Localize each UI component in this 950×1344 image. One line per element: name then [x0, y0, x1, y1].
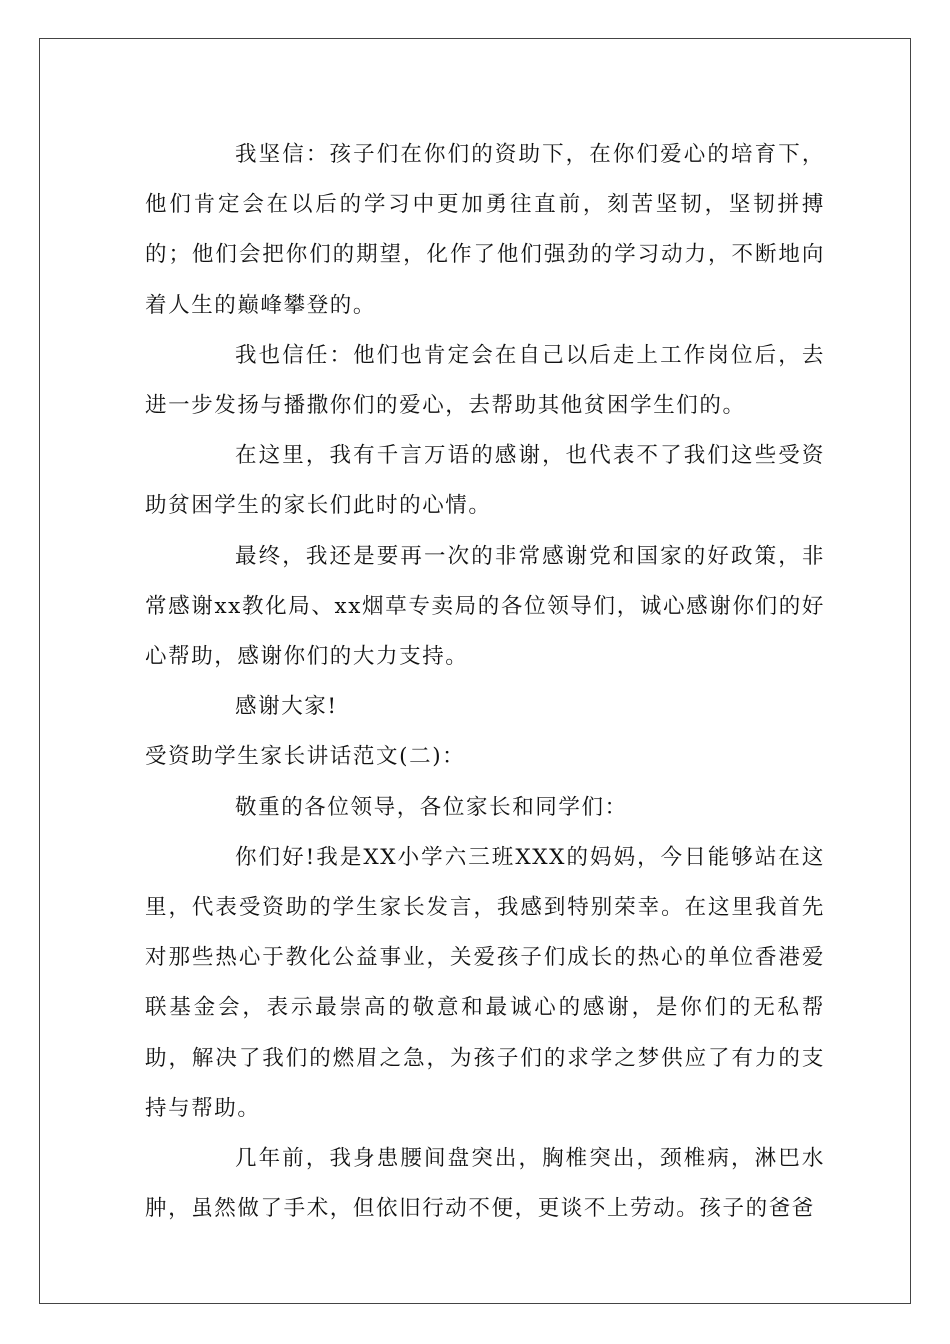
document-body [145, 130, 825, 1234]
paragraph-final-thanks: 最终，我还是要再一次的非常感谢党和国家的好政策，非常感谢xx教化局、xx烟草专卖局的各位领导们，诚心感谢你们的好心帮助，感谢你们的大力支持。 [145, 543, 825, 670]
section-heading: 受资助学生家长讲话范文(二)： [145, 744, 466, 770]
paragraph-trust: 我也信任：他们也肯定会在自己以后走上工作岗位后，去进一步发扬与播撒你们的爱心，去帮助其他贫困学生们的。 [145, 342, 825, 419]
paragraph-thank-everyone: 感谢大家! [235, 694, 338, 720]
paragraph-belief: 我坚信：孩子们在你们的资助下，在你们爱心的培育下，他们肯定会在以后的学习中更加勇往直前，刻苦坚韧，坚韧拼搏的；他们会把你们的期望，化作了他们强劲的学习动力，不断地向着人生的巅峰攀登的。 [145, 142, 825, 318]
paragraph-salutation: 敬重的各位领导，各位家长和同学们： [235, 794, 628, 820]
paragraph-background: 几年前，我身患腰间盘突出，胸椎突出，颈椎病，淋巴水肿，虽然做了手术，但依旧行动不便，更谈不上劳动。孩子的爸爸 [145, 1146, 825, 1222]
paragraph-introduction: 你们好!我是XX小学六三班XXX的妈妈，今日能够站在这里，代表受资助的学生家长发言，我感到特别荣幸。在这里我首先对那些热心于教化公益事业，关爱孩子们成长的热心的单位香港爱联基金会，表示最崇高的敬意和最诚心的感谢，是你们的无私帮助，解决了我们的燃眉之急，为孩子们的求学之梦供应了有力的支持与帮助。 [145, 844, 825, 1121]
paragraph-gratitude: 在这里，我有千言万语的感谢，也代表不了我们这些受资助贫困学生的家长们此时的心情。 [145, 443, 825, 519]
